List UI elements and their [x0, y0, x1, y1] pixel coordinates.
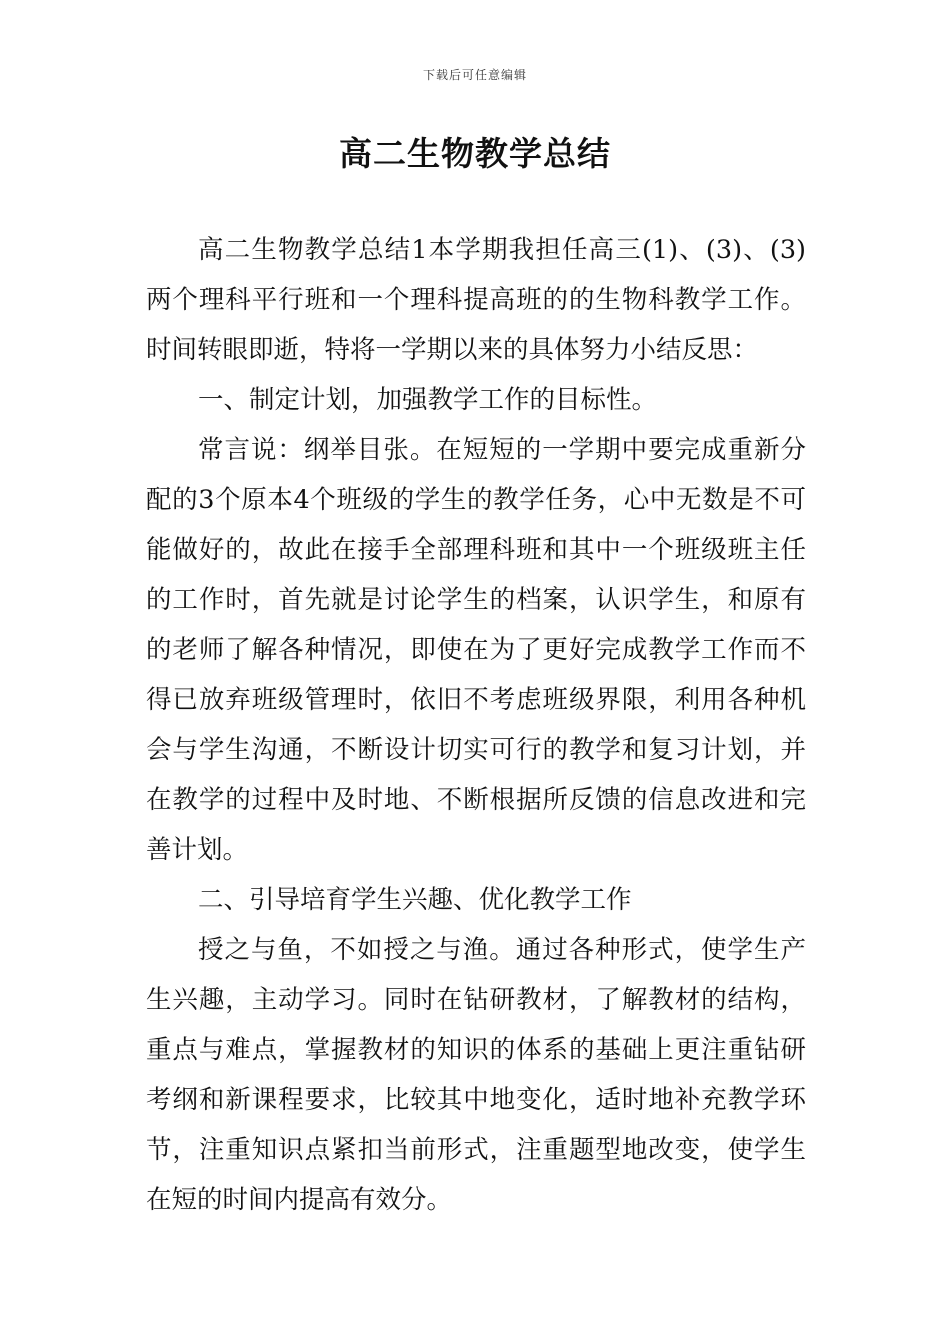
paragraph-section-1: 常言说：纲举目张。在短短的一学期中要完成重新分配的3个原本4个班级的学生的教学任务，心中无数是不可能做好的，故此在接手全部理科班和其中一个班级班主任的工作时，首先就是讨论学生的档案，认识学生，和原有的老师了解各种情况，即使在为了更好完成教学工作而不得已放弃班级管理时，依旧不考虑班级界限，利用各种机会与学生沟通，不断设计切实可行的教学和复习计划，并在教学的过程中及时地、不断根据所反馈的信息改进和完善计划。	[146, 435, 806, 865]
section-heading-1: 一、制定计划，加强教学工作的目标性。	[198, 385, 658, 415]
document-title: 高二生物教学总结	[339, 134, 611, 173]
header-note: 下载后可任意编辑	[422, 68, 527, 82]
document-body	[146, 225, 806, 1225]
paragraph-intro: 高二生物教学总结1本学期我担任高三(1)、(3)、(3)两个理科平行班和一个理科提高班的的生物科教学工作。时间转眼即逝，特将一学期以来的具体努力小结反思：	[146, 235, 806, 365]
paragraph-section-2: 授之与鱼，不如授之与渔。通过各种形式，使学生产生兴趣，主动学习。同时在钻研教材，了解教材的结构，重点与难点，掌握教材的知识的体系的基础上更注重钻研考纲和新课程要求，比较其中地变化，适时地补充教学环节，注重知识点紧扣当前形式，注重题型地改变，使学生在短的时间内提高有效分。	[146, 935, 806, 1215]
section-heading-2: 二、引导培育学生兴趣、优化教学工作	[198, 885, 632, 915]
